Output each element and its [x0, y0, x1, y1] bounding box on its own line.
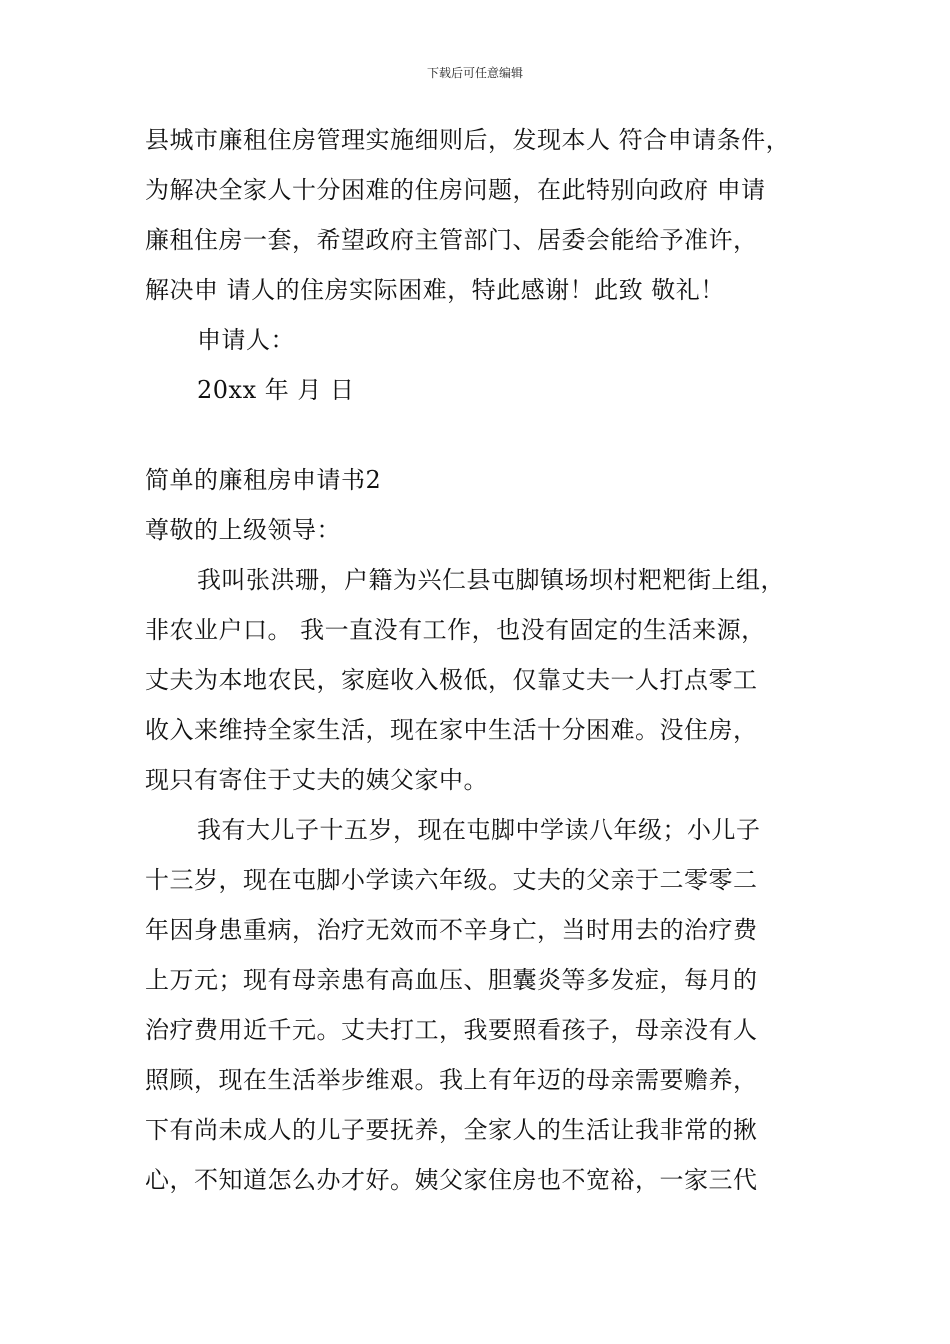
salutation: 尊敬的上级领导：: [145, 516, 341, 544]
text-line: 县城市廉租住房管理实施细则后，发现本人 符合申请条件，: [145, 126, 791, 154]
text-line: 收入来维持全家生活，现在家中生活十分困难。没住房，: [145, 716, 758, 744]
page-header: 下载后可任意编辑: [426, 66, 523, 80]
text-line: 我有大儿子十五岁，现在屯脚中学读八年级；小儿子: [197, 816, 761, 844]
document-body: [145, 128, 815, 1218]
text-line: 解决申 请人的住房实际困难，特此感谢！此致 敬礼！: [145, 276, 725, 304]
text-line: 心，不知道怎么办才好。姨父家住房也不宽裕，一家三代: [145, 1166, 758, 1194]
text-line: 照顾，现在生活举步维艰。我上有年迈的母亲需要赡养，: [145, 1066, 758, 1094]
text-line: 治疗费用近千元。丈夫打工，我要照看孩子，母亲没有人: [145, 1016, 758, 1044]
text-line: 下有尚未成人的儿子要抚养，全家人的生活让我非常的揪: [145, 1116, 758, 1144]
text-line: 丈夫为本地农民，家庭收入极低，仅靠丈夫一人打点零工: [145, 666, 758, 694]
text-line: 现只有寄住于丈夫的姨父家中。: [145, 766, 488, 794]
section-1: [145, 128, 815, 428]
text-line: 上万元；现有母亲患有高血压、胆囊炎等多发症，每月的: [145, 966, 758, 994]
section-2: [145, 468, 815, 1218]
paragraph-1: [145, 568, 815, 818]
text-line: 年因身患重病，治疗无效而不辛身亡，当时用去的治疗费: [145, 916, 758, 944]
applicant-label: 申请人：: [197, 326, 295, 354]
text-line: 十三岁，现在屯脚小学读六年级。丈夫的父亲于二零零二: [145, 866, 758, 894]
section-title: 简单的廉租房申请书2: [145, 466, 382, 494]
paragraph-2: [145, 818, 815, 1218]
text-line: 非农业户口。 我一直没有工作，也没有固定的生活来源，: [145, 616, 766, 644]
text-line: 廉租住房一套，希望政府主管部门、居委会能给予准许，: [145, 226, 758, 254]
text-line: 为解决全家人十分困难的住房问题，在此特别向政府 申请: [145, 176, 766, 204]
section-gap: [145, 428, 815, 468]
text-line: 我叫张洪珊，户籍为兴仁县屯脚镇场坝村粑粑街上组，: [197, 566, 785, 594]
date-line: 20xx 年 月 日: [197, 376, 355, 404]
